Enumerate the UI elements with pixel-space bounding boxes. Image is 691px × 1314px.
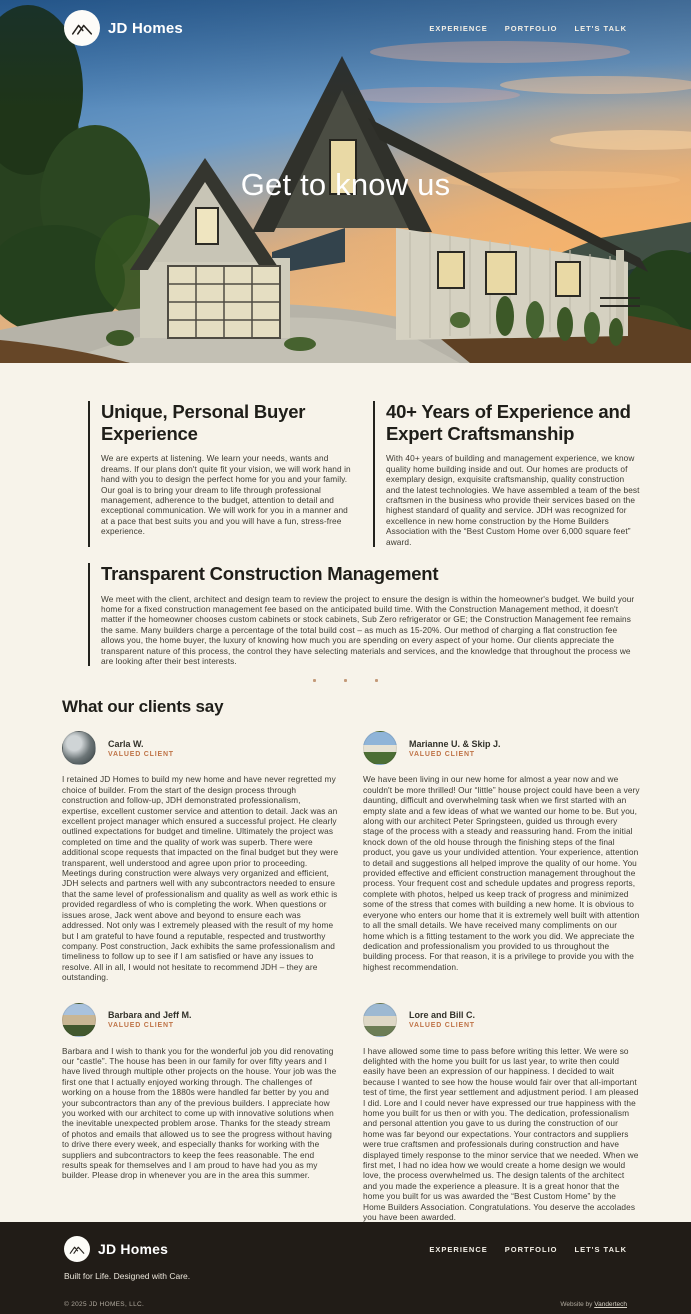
testimonial-role: VALUED CLIENT <box>409 750 475 758</box>
brand-logo[interactable] <box>64 10 183 46</box>
mountain-logo-icon <box>64 10 100 46</box>
carousel-dots <box>0 679 691 682</box>
carousel-dot[interactable] <box>313 679 316 682</box>
footer-nav-link-experience[interactable]: EXPERIENCE <box>429 1244 488 1254</box>
construction-management-section <box>0 563 691 666</box>
main-content <box>0 363 691 1222</box>
header-nav <box>429 24 627 33</box>
nav-link-lets-talk[interactable]: LET'S TALK <box>574 23 627 33</box>
footer-brand-logo[interactable] <box>64 1236 168 1262</box>
testimonial-name: Lore and Bill C. <box>409 1010 476 1021</box>
testimonial-card <box>62 1003 339 1223</box>
hero-title: Get to know us <box>240 167 451 202</box>
nav-link-experience[interactable]: EXPERIENCE <box>429 23 488 33</box>
testimonial-text: Barbara and I wish to thank you for the wonderful job you did renovating our “castle”. The house has been in our family for over fifty years and I have lived through multiple other projects on the house. Your job was the first one that I actually enjoyed working through. The challenges of working on a house from the 1880s were handled far better by you and your subcontractors than any of the previous builders. I appreciate how you worked with our architect to come up with innovative solutions when the inevitable unexpected problem arose. Thanks for the steady stream of photos and emails that allowed us to see the progress without having to drive there every week, and especially thanks for working with the suppliers and subcontractors to keep the fees reasonable. The end results speak for themselves and I am proud to have had you as my builder. Please drop in whenever you are in the area this summer. <box>62 1045 337 1181</box>
footer-brand-name: JD Homes <box>98 1241 169 1258</box>
brand-name: JD Homes <box>108 19 183 37</box>
nav-link-portfolio[interactable]: PORTFOLIO <box>504 23 558 33</box>
testimonial-card <box>62 731 339 982</box>
header <box>0 0 691 46</box>
construction-management-body: We meet with the client, architect and design team to review the project to ensure the design is within the homeowner's budget. We build your home for a fixed construction management fee based on the anticipated build time. With the Construction Management method, it doesn't matter if the homeowner chooses custom cabinets or stock cabinets, Sub Zero refrigerator or GE; the Construction Management fee remains the same. Many builders charge a percentage of the total build cost – as much as 15-20%. Our method of charging a flat construction fee allows you, the home buyer, the luxury of knowing how much you are spending on every aspect of your home. Our clients appreciate the transparent nature of this process, the control they have selecting materials and services, and the knowledge that throughout the process we are looking after their best interests. <box>101 593 635 667</box>
testimonial-name: Barbara and Jeff M. <box>108 1010 192 1021</box>
testimonial-text: I have allowed some time to pass before writing this letter. We were so delighted with the home you built for us last year, to write then could easily have been an expression of our happiness. I decided to wait because I wanted to see how the house would fair over that all-important test of time, the first year settlement and adjustment period. I am pleased I did. Lore and I could never have expressed our true happiness with the home you built for us then or with you. The dedication, professionalism and personal attention you gave to us during the construction of our home was far beyond our expectations. Your contractors and suppliers were true craftsmen and professionals during construction and have displayed timely response to the minor service that we needed. When we first met, I had no idea how we would create a home design we would love, the process overwhelmed us. The design talents of the architect and you made the experience a pleasure. It is a great honor that the home you built for us was awarded the “Best Custom Home” by the Home Builders Association. Congratulations. You deserve the accolades you have been awarded. <box>363 1045 639 1223</box>
testimonial-role: VALUED CLIENT <box>108 750 174 758</box>
avatar <box>62 731 96 765</box>
footer-nav-link-portfolio[interactable]: PORTFOLIO <box>504 1244 558 1254</box>
mountain-logo-icon <box>64 1236 90 1262</box>
testimonial-name: Carla W. <box>108 738 144 749</box>
buyer-experience-block <box>88 401 355 547</box>
testimonial-card <box>363 1003 640 1223</box>
buyer-experience-body: We are experts at listening. We learn your needs, wants and dreams. If our plans don't quite fit your vision, we will work hand in hand with you to design the perfect home for you and your family. Our goal is to bring your dream to life through professional management, adherence to the budget, attention to detail and exceptional communication. We will work for you in a manner and at a pace that best suits you and you will have a fun, stress-free experience. <box>101 453 351 537</box>
avatar <box>363 731 397 765</box>
footer-copyright: © 2025 JD HOMES, LLC. <box>64 1301 145 1309</box>
testimonials-grid <box>62 731 640 1222</box>
testimonial-text: We have been living in our new home for almost a year now and we couldn't be more thrilled! Our “little” house project could have been a very daunting, difficult and overwhelming task when we first started with an empty slate and a few ideas of what we wanted our home to be. But you, along with our architect Peter Springsteen, guided us through every stage of the process with a steady and reassuring hand. From the initial knock down of the old house through the finishing steps of the final product, you gave us your undivided attention. Your experience, attention to detail and suggestions all helped improve the quality of our home. You provided effective and efficient construction management throughout the process. Your frequent cost and schedule updates and progress reports, complete with photos, helped us keep track of progress and minimized some of the stress that comes with building a new home. It is obvious to everyone who enters our home that it is extremely well built with attention to all the small details. We have received many compliments on our home which is a fitting testament to the work you did. We appreciate the dedication and professionalism you provided to us throughout the building process. For that reason, it is a privilege to provide you with the highest recommendation. <box>363 774 640 972</box>
footer-credit-prefix: Website by <box>560 1301 593 1309</box>
footer-credit <box>560 1301 627 1308</box>
testimonial-card <box>363 731 640 982</box>
footer-credit-link[interactable]: Vandertech <box>594 1301 627 1309</box>
construction-management-title: Transparent Construction Management <box>101 562 439 584</box>
testimonials-section <box>0 697 691 1222</box>
avatar <box>363 1003 397 1037</box>
craftsmanship-title: 40+ Years of Experience and Expert Craftsmanship <box>386 401 631 444</box>
testimonial-text: I retained JD Homes to build my new home and have never regretted my choice of builder. From the start of the design process through construction and follow-up, JDH demonstrated professionalism, expertise, excellent customer service and attention to detail. Jack was an excellent project manager which ensured a successful project. He clearly outlined expectations for budget and timeline. Ultimately the project was completed on time and the quality of work was superb. There were additional scope requests that impacted on the final budget but they were transparent, well understood and agree upon prior to proceeding. Meetings during construction were always very organized and efficient, JDH selects and partners well with any subcontractors needed to ensure that the same level of professionalism and quality as well as work ethic is provided regardless of who is completing the work. When questions or issues arose, Jack went above and beyond to ensure each was addressed. Not only was I extremely pleased with the result of my home but I am grateful to have found a reputable, respected and trustworthy company. Post construction, Jack exhibits the same professionalism and timeliness to follow up to see if I am satisfied or have any issues to resolve. All in all, I would not hesitate to recommend JDH – they are outstanding. <box>62 774 339 983</box>
construction-management-block <box>88 563 640 666</box>
intro-columns <box>0 401 691 547</box>
footer <box>0 1222 691 1314</box>
footer-nav-link-lets-talk[interactable]: LET'S TALK <box>574 1244 627 1254</box>
footer-nav <box>429 1245 627 1254</box>
testimonials-heading: What our clients say <box>62 697 224 717</box>
footer-tagline: Built for Life. Designed with Care. <box>64 1271 191 1282</box>
craftsmanship-block <box>373 401 640 547</box>
testimonial-name: Marianne U. & Skip J. <box>409 738 501 749</box>
testimonial-role: VALUED CLIENT <box>409 1022 475 1030</box>
carousel-dot[interactable] <box>344 679 347 682</box>
buyer-experience-title: Unique, Personal Buyer Experience <box>101 401 306 444</box>
hero-section <box>0 0 691 363</box>
testimonial-role: VALUED CLIENT <box>108 1022 174 1030</box>
avatar <box>62 1003 96 1037</box>
carousel-dot[interactable] <box>375 679 378 682</box>
craftsmanship-body: With 40+ years of building and management experience, we know quality home building inside and out. Our homes are products of exemplary design, exquisite craftsmanship, quality construction and the latest technologies. We have assembled a team of the best craftsmen in the business who provide their services based on the highest standard of quality and service. JDH was recognized for excellence in new home construction by the Home Builders Association with the “Best Custom Home over 6,000 square feet” award. <box>386 453 640 547</box>
